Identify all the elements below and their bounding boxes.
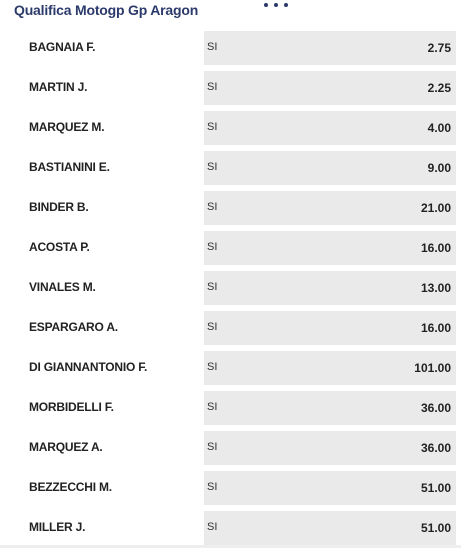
rider-name: MARQUEZ A.	[29, 440, 103, 454]
rider-name: MORBIDELLI F.	[29, 400, 114, 414]
more-horizontal-icon[interactable]	[262, 0, 292, 10]
odds-button[interactable]	[204, 431, 456, 465]
bet-label: SI	[207, 161, 218, 173]
odds-button[interactable]	[204, 271, 456, 305]
selection-row	[0, 228, 461, 268]
odds-value: 51.00	[420, 521, 451, 535]
odds-value: 2.75	[427, 41, 451, 55]
selection-row	[0, 108, 461, 148]
bet-label: SI	[207, 401, 218, 413]
odds-button[interactable]	[204, 471, 456, 505]
odds-button[interactable]	[204, 191, 456, 225]
more-dot	[264, 3, 268, 7]
odds-button[interactable]	[204, 351, 456, 385]
odds-button[interactable]	[204, 311, 456, 345]
rider-name: VINALES M.	[29, 280, 96, 294]
odds-value: 4.00	[427, 121, 451, 135]
selection-row	[0, 308, 461, 348]
odds-value: 16.00	[420, 321, 451, 335]
rider-name: MARQUEZ M.	[29, 120, 105, 134]
bet-label: SI	[207, 41, 218, 53]
odds-value: 2.25	[427, 81, 451, 95]
odds-value: 16.00	[420, 241, 451, 255]
odds-value: 13.00	[420, 281, 451, 295]
selection-row	[0, 188, 461, 228]
bet-label: SI	[207, 121, 218, 133]
bet-label: SI	[207, 441, 218, 453]
odds-button[interactable]	[204, 511, 456, 545]
odds-button[interactable]	[204, 151, 456, 185]
rider-name: MILLER J.	[29, 520, 86, 534]
market-title: Qualifica Motogp Gp Aragon	[14, 2, 199, 18]
rider-name: BAGNAIA F.	[29, 40, 96, 54]
bet-label: SI	[207, 81, 218, 93]
rider-name: ESPARGARO A.	[29, 320, 118, 334]
odds-value: 36.00	[420, 401, 451, 415]
selection-row	[0, 348, 461, 388]
rider-name: DI GIANNANTONIO F.	[29, 360, 148, 374]
bet-label: SI	[207, 361, 218, 373]
market-header	[0, 0, 461, 22]
odds-value: 9.00	[427, 161, 451, 175]
more-dot	[284, 3, 288, 7]
rider-name: BASTIANINI E.	[29, 160, 110, 174]
bet-label: SI	[207, 481, 218, 493]
rider-name: BEZZECCHI M.	[29, 480, 112, 494]
rider-name: ACOSTA P.	[29, 240, 90, 254]
odds-button[interactable]	[204, 71, 456, 105]
odds-value: 51.00	[420, 481, 451, 495]
rider-name: BINDER B.	[29, 200, 89, 214]
selection-row	[0, 388, 461, 428]
odds-button[interactable]	[204, 231, 456, 265]
selection-row	[0, 428, 461, 468]
bet-label: SI	[207, 201, 218, 213]
bet-label: SI	[207, 281, 218, 293]
odds-button[interactable]	[204, 391, 456, 425]
odds-button[interactable]	[204, 111, 456, 145]
selection-list	[0, 28, 461, 548]
selection-row	[0, 508, 461, 548]
bet-label: SI	[207, 241, 218, 253]
selection-row	[0, 268, 461, 308]
selection-row	[0, 468, 461, 508]
odds-button[interactable]	[204, 31, 456, 65]
bet-label: SI	[207, 321, 218, 333]
more-dot	[274, 3, 278, 7]
selection-row	[0, 148, 461, 188]
odds-value: 36.00	[420, 441, 451, 455]
selection-row	[0, 68, 461, 108]
selection-row	[0, 28, 461, 68]
rider-name: MARTIN J.	[29, 80, 88, 94]
bet-label: SI	[207, 521, 218, 533]
odds-value: 21.00	[420, 201, 451, 215]
odds-value: 101.00	[414, 361, 451, 375]
